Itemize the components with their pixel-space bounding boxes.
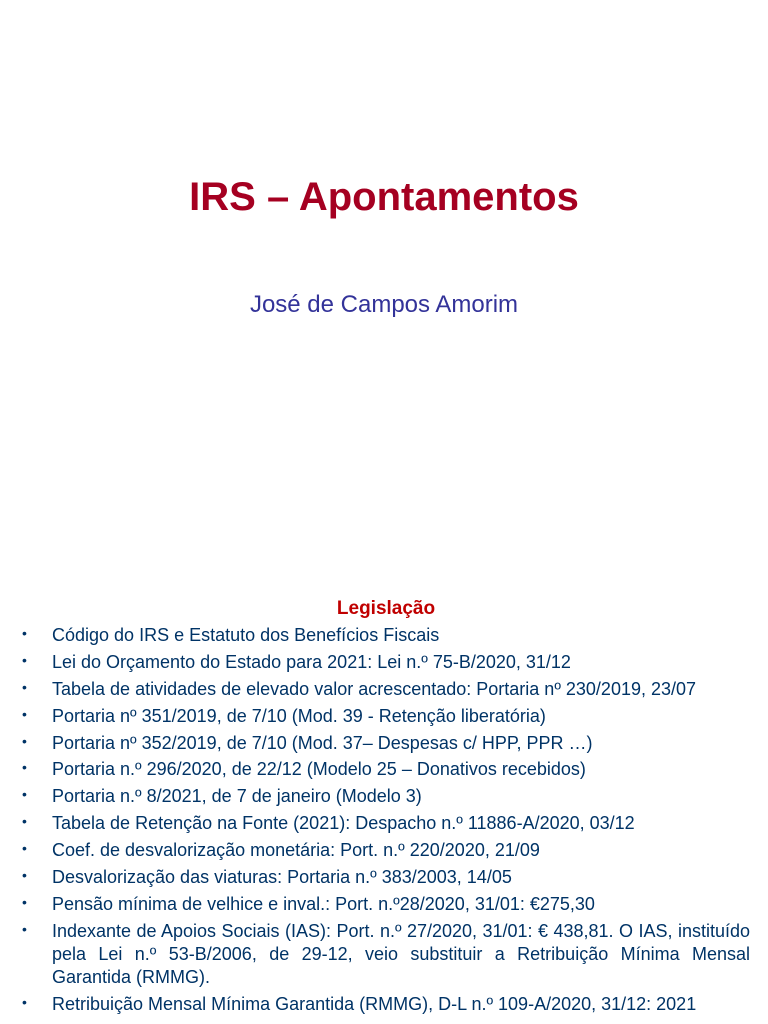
bullet-icon: • [22, 651, 27, 668]
bullet-icon: • [22, 813, 27, 830]
bullet-icon: • [22, 893, 27, 910]
list-item-text: Retribuição Mensal Mínima Garantida (RMMG), D-L n.º 109-A/2020, 31/12: 2021 [52, 993, 697, 1014]
list-item [0, 785, 768, 808]
list-item-text: Indexante de Apoios Sociais (IAS): Port. n.º 27/2020, 31/01: € 438,81. O IAS, instituído pela Lei n.º 53-B/2006, de 29-12, veio substituir a Retribuição Mínima Mensal Garantida (RMMG). [52, 920, 750, 987]
list-item [0, 678, 768, 701]
list-item-text: Tabela de atividades de elevado valor acrescentado: Portaria nº 230/2019, 23/07 [52, 678, 697, 699]
list-item [0, 893, 768, 916]
bullet-icon: • [22, 759, 27, 776]
bullet-icon: • [22, 867, 27, 884]
list-item-text: Pensão mínima de velhice e inval.: Port. n.º28/2020, 31/01: €275,30 [52, 893, 595, 914]
list-item [0, 624, 768, 647]
list-item [0, 758, 768, 781]
list-item [0, 651, 768, 674]
list-item-text: Portaria nº 351/2019, de 7/10 (Mod. 39 - Retenção liberatória) [52, 705, 546, 726]
list-item-text: Portaria n.º 296/2020, de 22/12 (Modelo 25 – Donativos recebidos) [52, 759, 586, 780]
list-item-text: Tabela de Retenção na Fonte (2021): Despacho n.º 11886-A/2020, 03/12 [52, 813, 635, 834]
list-item [0, 812, 768, 835]
list-item [0, 705, 768, 728]
bullet-icon: • [22, 732, 27, 749]
author-name: José de Campos Amorim [249, 291, 519, 318]
bullet-icon: • [22, 625, 27, 641]
bullet-icon: • [22, 920, 27, 937]
list-item [0, 732, 768, 755]
list-item [0, 839, 768, 862]
list-item-text: Coef. de desvalorização monetária: Port. n.º 220/2020, 21/09 [52, 840, 540, 861]
bullet-icon: • [22, 786, 27, 803]
list-item [0, 920, 768, 989]
legislation-heading: Legislação [336, 598, 436, 619]
bullet-icon: • [22, 705, 27, 722]
bullet-icon: • [22, 678, 27, 695]
list-item-text: Lei do Orçamento do Estado para 2021: Lei n.º 75-B/2020, 31/12 [52, 651, 571, 672]
list-item-text: Desvalorização das viaturas: Portaria n.º 383/2003, 14/05 [52, 867, 512, 888]
list-item [0, 866, 768, 889]
list-item-text: Portaria n.º 8/2021, de 7 de janeiro (Modelo 3) [52, 786, 422, 807]
list-item [0, 993, 768, 1016]
slide-title: IRS – Apontamentos [189, 175, 579, 219]
bullet-icon: • [22, 993, 27, 1010]
bullet-icon: • [22, 840, 27, 857]
list-item-text: Código do IRS e Estatuto dos Benefícios Fiscais [52, 625, 440, 645]
legislation-list [0, 624, 768, 1020]
list-item-text: Portaria nº 352/2019, de 7/10 (Mod. 37– Despesas c/ HPP, PPR …) [52, 732, 593, 753]
